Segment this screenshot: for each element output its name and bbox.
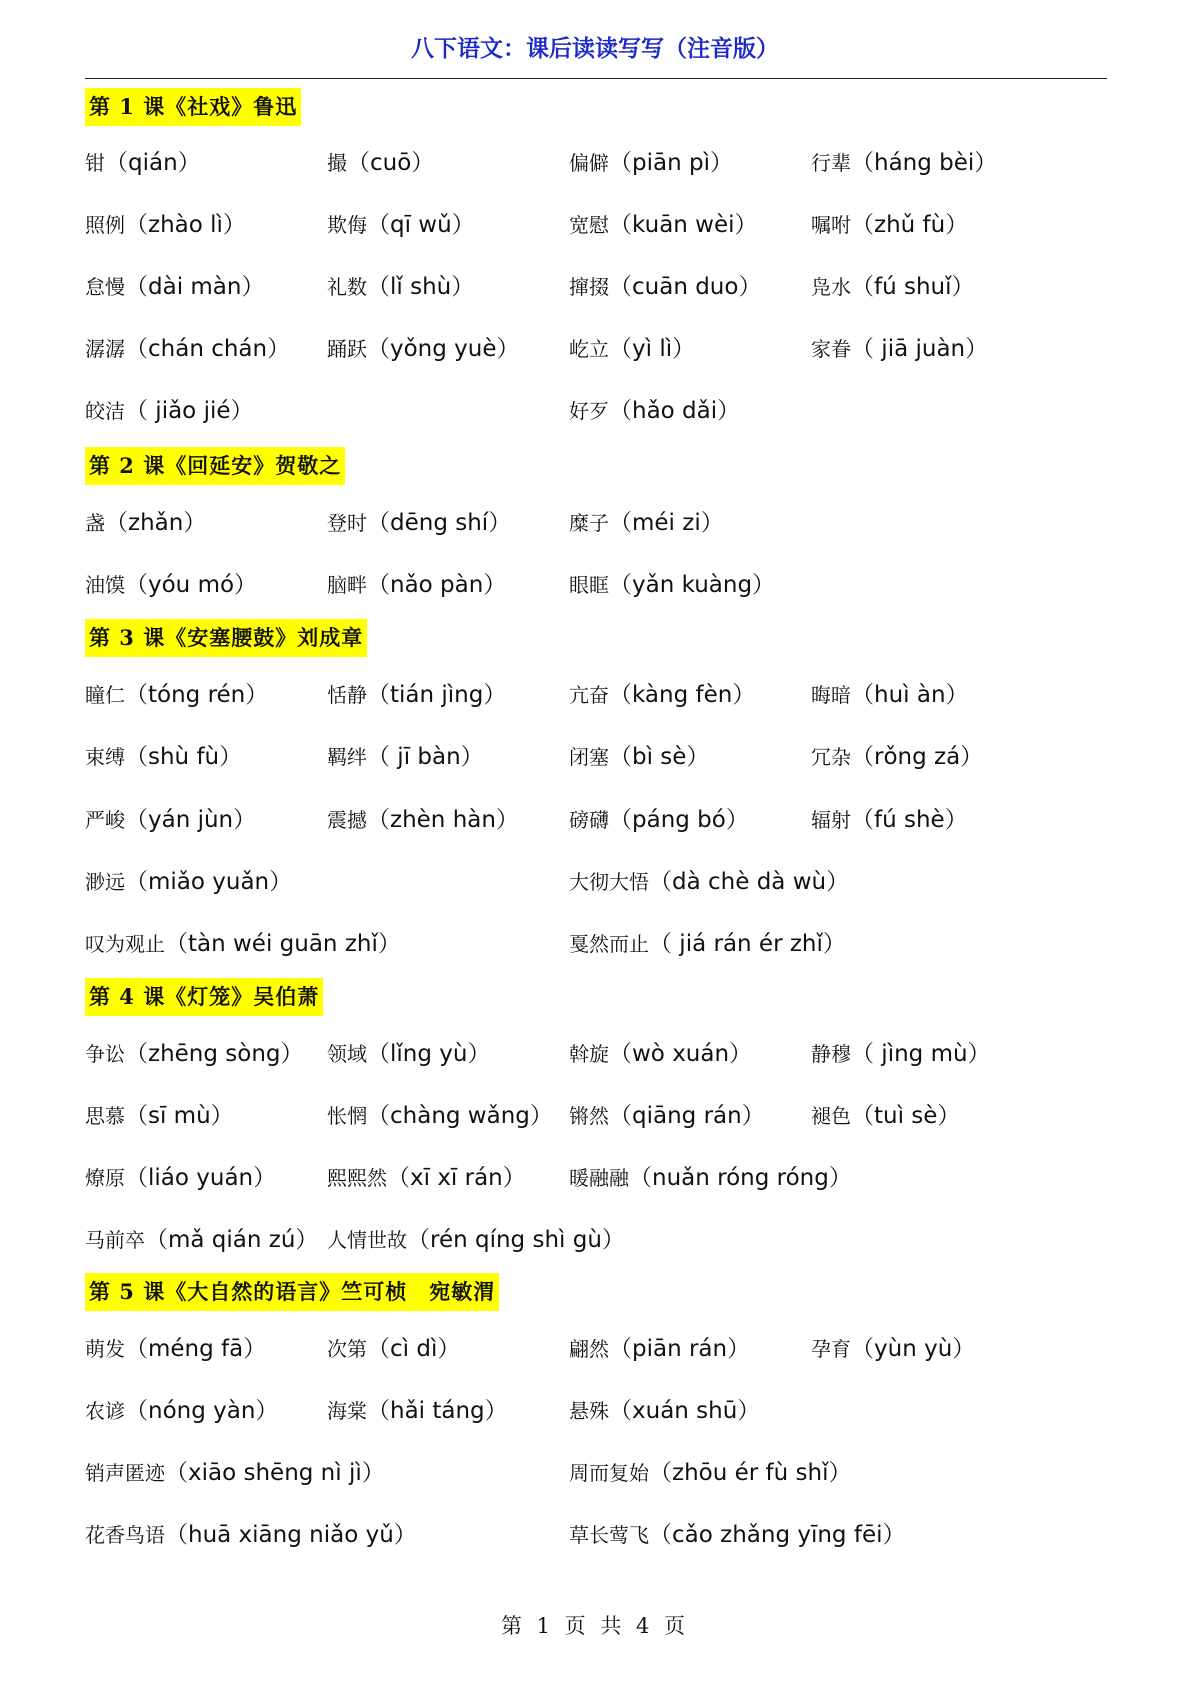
vocab-item (85, 1163, 276, 1193)
vocab-pinyin: （páng bó） (609, 807, 749, 833)
vocab-hanzi: 萌发 (85, 1337, 125, 1361)
vocab-pinyin: （méi zi） (609, 510, 724, 536)
vocab-hanzi: 照例 (85, 213, 125, 237)
vocab-pinyin: （zhǎn） (105, 510, 207, 536)
vocab-item (327, 210, 475, 240)
vocab-pinyin: （sī mù） (125, 1103, 234, 1129)
vocab-item (327, 1163, 526, 1193)
vocab-pinyin: （kuān wèi） (609, 212, 758, 238)
vocab-hanzi: 海棠 (327, 1399, 367, 1423)
vocab-hanzi: 锵然 (569, 1104, 609, 1128)
vocab-pinyin: （huì àn） (851, 682, 969, 708)
vocab-hanzi: 孕育 (811, 1337, 851, 1361)
vocab-pinyin: （xī xī rán） (387, 1165, 526, 1191)
vocab-item (85, 148, 201, 178)
vocab-item (569, 148, 733, 178)
vocab-row (0, 272, 1190, 302)
vocab-row (0, 210, 1190, 240)
vocab-item (85, 272, 264, 302)
vocab-hanzi: 登时 (327, 511, 367, 535)
vocab-pinyin: （cì dì） (367, 1336, 461, 1362)
vocab-item (327, 1039, 490, 1069)
vocab-pinyin: （zhǔ fù） (851, 212, 969, 238)
vocab-hanzi: 好歹 (569, 399, 609, 423)
vocab-item (85, 1520, 417, 1550)
vocab-hanzi: 宽慰 (569, 213, 609, 237)
vocab-item (811, 1039, 991, 1069)
vocab-row (0, 680, 1190, 710)
vocab-pinyin: （qián） (105, 150, 201, 176)
vocab-pinyin: （fú shè） (851, 807, 968, 833)
vocab-hanzi: 恬静 (327, 683, 367, 707)
vocab-hanzi: 叹为观止 (85, 932, 165, 956)
vocab-hanzi: 草长莺飞 (569, 1523, 649, 1547)
vocab-pinyin: （zhēng sòng） (125, 1041, 304, 1067)
document-title: 八下语文：课后读读写写（注音版） (411, 36, 779, 62)
vocab-pinyin: （zhōu ér fù shǐ） (649, 1460, 852, 1486)
vocab-hanzi: 盏 (85, 511, 105, 535)
vocab-pinyin: （dēng shí） (367, 510, 512, 536)
vocab-hanzi: 震撼 (327, 808, 367, 832)
vocab-row (0, 1334, 1190, 1364)
vocab-pinyin: （tián jìng） (367, 682, 507, 708)
vocab-pinyin: （ jī bàn） (367, 744, 484, 770)
vocab-hanzi: 束缚 (85, 745, 125, 769)
vocab-row (0, 1225, 1190, 1255)
vocab-hanzi: 踊跃 (327, 337, 367, 361)
vocab-row (0, 570, 1190, 600)
vocab-row (0, 1101, 1190, 1131)
vocab-pinyin: （xiāo shēng nì jì） (165, 1460, 385, 1486)
vocab-hanzi: 销声匿迹 (85, 1461, 165, 1485)
vocab-pinyin: （piān rán） (609, 1336, 751, 1362)
vocab-hanzi: 次第 (327, 1337, 367, 1361)
vocab-item (569, 1039, 752, 1069)
vocab-hanzi: 礼数 (327, 275, 367, 299)
vocab-item (327, 1334, 460, 1364)
vocab-hanzi: 马前卒 (85, 1228, 145, 1252)
vocab-hanzi: 晦暗 (811, 683, 851, 707)
vocab-pinyin: （chán chán） (125, 336, 291, 362)
vocab-row (0, 867, 1190, 897)
vocab-row (0, 1039, 1190, 1069)
vocab-item (327, 570, 506, 600)
vocab-pinyin: （yì lì） (609, 336, 696, 362)
vocab-pinyin: （mǎ qián zú） (145, 1227, 319, 1253)
vocab-hanzi: 严峻 (85, 808, 125, 832)
vocab-item (327, 680, 506, 710)
vocab-row (0, 805, 1190, 835)
vocab-pinyin: （liáo yuán） (125, 1165, 277, 1191)
vocab-item (569, 680, 755, 710)
vocab-item (569, 1334, 750, 1364)
vocab-hanzi: 皎洁 (85, 399, 125, 423)
vocab-item (569, 742, 709, 772)
vocab-item (85, 680, 268, 710)
vocab-item (85, 570, 257, 600)
vocab-pinyin: （fú shuǐ） (851, 274, 975, 300)
vocab-item (811, 148, 997, 178)
vocab-hanzi: 怠慢 (85, 275, 125, 299)
vocab-pinyin: （qiāng rán） (609, 1103, 765, 1129)
vocab-row (0, 334, 1190, 364)
vocab-hanzi: 行辈 (811, 151, 851, 175)
vocab-pinyin: （méng fā） (125, 1336, 267, 1362)
page-footer: 第 1 页 共 4 页 (500, 1614, 690, 1638)
vocab-hanzi: 冗杂 (811, 745, 851, 769)
vocab-item (85, 1101, 234, 1131)
vocab-row (0, 148, 1190, 178)
vocab-hanzi: 农谚 (85, 1399, 125, 1423)
vocab-pinyin: （rǒng zá） (851, 744, 984, 770)
vocab-pinyin: （chàng wǎng） (367, 1103, 553, 1129)
vocab-item (85, 929, 401, 959)
vocab-row (0, 1458, 1190, 1488)
vocab-item (327, 742, 484, 772)
vocab-pinyin: （hǎi táng） (367, 1398, 508, 1424)
vocab-pinyin: （ jìng mù） (851, 1041, 991, 1067)
vocab-pinyin: （ jiǎo jié） (125, 398, 254, 424)
vocab-row (0, 1520, 1190, 1550)
lesson-heading: 第 3 课《安塞腰鼓》刘成章 (85, 619, 367, 657)
vocab-item (811, 334, 988, 364)
vocab-pinyin: （dài màn） (125, 274, 265, 300)
lesson-heading: 第 5 课《大自然的语言》竺可桢 宛敏渭 (85, 1273, 499, 1311)
vocab-hanzi: 油馍 (85, 573, 125, 597)
vocab-hanzi: 戛然而止 (569, 932, 649, 956)
vocab-hanzi: 屹立 (569, 337, 609, 361)
vocab-pinyin: （zhào lì） (125, 212, 246, 238)
vocab-pinyin: （lǐng yù） (367, 1041, 491, 1067)
vocab-pinyin: （rén qíng shì gù） (407, 1227, 625, 1253)
lesson-heading: 第 1 课《社戏》鲁迅 (85, 88, 301, 126)
vocab-item (327, 805, 519, 835)
vocab-hanzi: 撺掇 (569, 275, 609, 299)
vocab-item (569, 570, 775, 600)
vocab-row (0, 929, 1190, 959)
vocab-hanzi: 思慕 (85, 1104, 125, 1128)
vocab-pinyin: （yùn yù） (851, 1336, 976, 1362)
vocab-item (85, 1396, 278, 1426)
vocab-pinyin: （bì sè） (609, 744, 710, 770)
vocab-pinyin: （wò xuán） (609, 1041, 753, 1067)
vocab-pinyin: （zhèn hàn） (367, 807, 519, 833)
vocab-pinyin: （nóng yàn） (125, 1398, 279, 1424)
vocab-hanzi: 脑畔 (327, 573, 367, 597)
vocab-item (569, 1163, 852, 1193)
vocab-item (327, 1396, 508, 1426)
vocab-item (85, 210, 246, 240)
vocab-pinyin: （nǎo pàn） (367, 572, 507, 598)
vocab-hanzi: 大彻大悟 (569, 870, 649, 894)
vocab-hanzi: 亢奋 (569, 683, 609, 707)
vocab-item (811, 805, 968, 835)
vocab-hanzi: 燎原 (85, 1166, 125, 1190)
vocab-item (327, 272, 474, 302)
vocab-pinyin: （ jiá rán ér zhǐ） (649, 931, 846, 957)
vocab-hanzi: 羁绊 (327, 745, 367, 769)
vocab-pinyin: （tuì sè） (851, 1103, 961, 1129)
vocab-hanzi: 瞳仁 (85, 683, 125, 707)
vocab-item (569, 396, 740, 426)
vocab-item (811, 210, 968, 240)
vocab-hanzi: 周而复始 (569, 1461, 649, 1485)
vocab-hanzi: 撮 (327, 151, 347, 175)
vocab-pinyin: （dà chè dà wù） (649, 869, 850, 895)
vocab-pinyin: （cǎo zhǎng yīng fēi） (649, 1522, 906, 1548)
vocab-hanzi: 花香鸟语 (85, 1523, 165, 1547)
vocab-item (85, 334, 290, 364)
vocab-hanzi: 嘱咐 (811, 213, 851, 237)
vocab-hanzi: 磅礴 (569, 808, 609, 832)
vocab-item (85, 1225, 318, 1255)
vocab-hanzi: 欺侮 (327, 213, 367, 237)
vocab-hanzi: 渺远 (85, 870, 125, 894)
vocab-hanzi: 暖融融 (569, 1166, 629, 1190)
vocab-item (569, 929, 846, 959)
vocab-hanzi: 熙熙然 (327, 1166, 387, 1190)
vocab-row (0, 508, 1190, 538)
header-divider (85, 78, 1107, 79)
vocab-item (327, 148, 434, 178)
vocab-item (85, 1039, 304, 1069)
vocab-pinyin: （yǒng yuè） (367, 336, 520, 362)
vocab-hanzi: 凫水 (811, 275, 851, 299)
vocab-item (85, 742, 242, 772)
vocab-row (0, 1163, 1190, 1193)
vocab-pinyin: （ jiā juàn） (851, 336, 989, 362)
lesson-heading: 第 2 课《回延安》贺敬之 (85, 447, 345, 485)
vocab-item (811, 1334, 975, 1364)
vocab-pinyin: （yǎn kuàng） (609, 572, 776, 598)
vocab-item (569, 1458, 851, 1488)
vocab-hanzi: 闭塞 (569, 745, 609, 769)
vocab-row (0, 1396, 1190, 1426)
vocab-hanzi: 怅惘 (327, 1104, 367, 1128)
vocab-pinyin: （piān pì） (609, 150, 733, 176)
vocab-pinyin: （cuō） (347, 150, 435, 176)
vocab-hanzi: 斡旋 (569, 1042, 609, 1066)
vocab-pinyin: （lǐ shù） (367, 274, 475, 300)
vocab-pinyin: （xuán shū） (609, 1398, 761, 1424)
vocab-item (811, 272, 975, 302)
vocab-pinyin: （qī wǔ） (367, 212, 475, 238)
vocab-item (85, 1458, 385, 1488)
vocab-hanzi: 潺潺 (85, 337, 125, 361)
vocab-item (569, 1396, 760, 1426)
vocab-item (85, 396, 254, 426)
vocab-hanzi: 糜子 (569, 511, 609, 535)
vocab-hanzi: 家眷 (811, 337, 851, 361)
vocab-pinyin: （miǎo yuǎn） (125, 869, 293, 895)
vocab-item (327, 334, 520, 364)
vocab-item (569, 508, 724, 538)
vocab-item (569, 334, 695, 364)
vocab-item (811, 1101, 960, 1131)
vocab-hanzi: 辐射 (811, 808, 851, 832)
vocab-hanzi: 钳 (85, 151, 105, 175)
vocab-item (569, 1101, 765, 1131)
vocab-pinyin: （cuān duo） (609, 274, 762, 300)
vocab-item (811, 680, 969, 710)
vocab-item (569, 1520, 905, 1550)
vocab-item (85, 508, 206, 538)
vocab-hanzi: 褪色 (811, 1104, 851, 1128)
vocab-hanzi: 人情世故 (327, 1228, 407, 1252)
vocab-pinyin: （tàn wéi guān zhǐ） (165, 931, 401, 957)
vocab-hanzi: 悬殊 (569, 1399, 609, 1423)
vocab-row (0, 742, 1190, 772)
vocab-row (0, 396, 1190, 426)
vocab-hanzi: 眼眶 (569, 573, 609, 597)
vocab-pinyin: （tóng rén） (125, 682, 269, 708)
vocab-item (85, 1334, 266, 1364)
vocab-hanzi: 领域 (327, 1042, 367, 1066)
vocab-pinyin: （nuǎn róng róng） (629, 1165, 852, 1191)
vocab-pinyin: （yóu mó） (125, 572, 258, 598)
vocab-item (85, 867, 292, 897)
vocab-hanzi: 静穆 (811, 1042, 851, 1066)
vocab-pinyin: （háng bèi） (851, 150, 998, 176)
vocab-item (327, 1101, 553, 1131)
vocab-pinyin: （shù fù） (125, 744, 243, 770)
vocab-pinyin: （hǎo dǎi） (609, 398, 741, 424)
vocab-item (569, 805, 749, 835)
vocab-item (85, 805, 256, 835)
vocab-item (569, 272, 761, 302)
vocab-item (569, 210, 758, 240)
vocab-pinyin: （kàng fèn） (609, 682, 756, 708)
vocab-item (327, 1225, 625, 1255)
vocab-pinyin: （yán jùn） (125, 807, 257, 833)
vocab-hanzi: 翩然 (569, 1337, 609, 1361)
vocab-hanzi: 偏僻 (569, 151, 609, 175)
vocab-hanzi: 争讼 (85, 1042, 125, 1066)
vocab-item (569, 867, 849, 897)
vocab-item (327, 508, 511, 538)
lesson-heading: 第 4 课《灯笼》吴伯萧 (85, 978, 323, 1016)
vocab-pinyin: （huā xiāng niǎo yǔ） (165, 1522, 417, 1548)
vocab-item (811, 742, 983, 772)
